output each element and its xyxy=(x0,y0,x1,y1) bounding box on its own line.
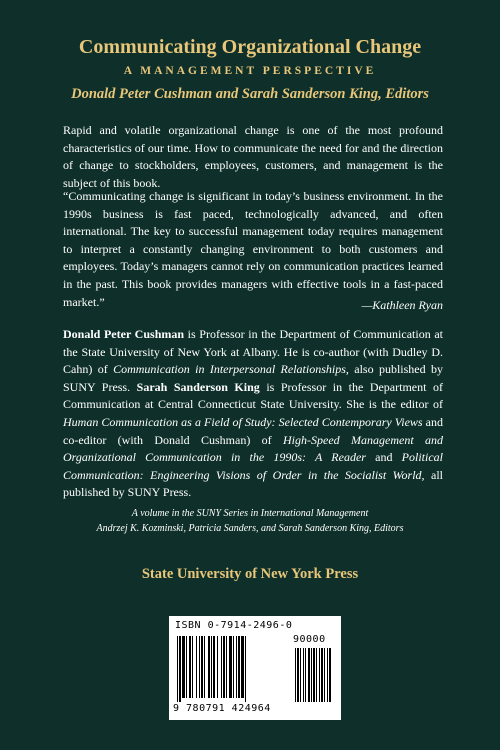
intro-paragraph: Rapid and volatile organizational change is one of the most profound characteristics of our time. How to communicate the need for and the direction of change to stockholders, employees, customers, and management is the subject of this book. xyxy=(63,123,443,190)
book-reference: Political Communication: Engineering Visions of Order in the Socialist World, xyxy=(63,450,443,482)
publisher-name: State University of New York Press xyxy=(141,566,359,582)
author-name-cushman: Donald Peter Cushman xyxy=(63,327,185,341)
series-editors: Andrzej K. Kozminski, Patricia Sanders, and Sarah Sanderson King, Editors xyxy=(96,523,404,534)
series-note xyxy=(0,506,500,536)
price-code: 90000 xyxy=(293,634,326,645)
bio-text: also published by SUNY Press. xyxy=(63,362,443,394)
book-editors: Donald Peter Cushman and Sarah Sanderson King, Editors xyxy=(71,86,429,102)
bio-text: and xyxy=(365,450,402,465)
series-line: A volume in the SUNY Series in International Management xyxy=(131,508,369,519)
isbn-number: ISBN 0-7914-2496-0 xyxy=(175,620,293,631)
book-reference: High-Speed Management and Organizational Communication in the 1990s: A Reader xyxy=(63,432,443,465)
bio-text: is Professor in the Department of Communication at Central Connecticut State University. She is the editor of xyxy=(63,379,443,412)
author-name-king: Sarah Sanderson King xyxy=(136,379,260,394)
bio-text: and co-editor (with Donald Cushman) of xyxy=(63,414,443,447)
bio-text: is Professor in the Department of Communication at the State University of New York at Albany. He is co-author (with Dudley D. Cahn) of xyxy=(63,327,443,377)
book-title: Communicating Organizational Change xyxy=(78,36,422,58)
quote-attribution: —Kathleen Ryan xyxy=(361,298,443,312)
book-subtitle: A MANAGEMENT PERSPECTIVE xyxy=(123,65,377,77)
endorsement-quote: “Communicating change is significant in today’s business environment. In the 1990s business is fast paced, technologically advanced, and often international. The key to successful management today requires management to interpret a constantly changing environment to both customers and employees. Today’s managers cannot rely on communication practices learned in the past. This book provides managers with effective tools in a fast-paced market.” xyxy=(63,189,443,309)
book-reference: Communication in Interpersonal Relationships, xyxy=(113,362,349,377)
book-reference: Human Communication as a Field of Study: Selected Contemporary Views xyxy=(63,414,423,429)
author-bio xyxy=(63,326,443,502)
bio-text: all published by SUNY Press. xyxy=(63,467,443,500)
isbn-barcode xyxy=(169,616,341,720)
ean-number: 9 780791 424964 xyxy=(173,703,271,714)
